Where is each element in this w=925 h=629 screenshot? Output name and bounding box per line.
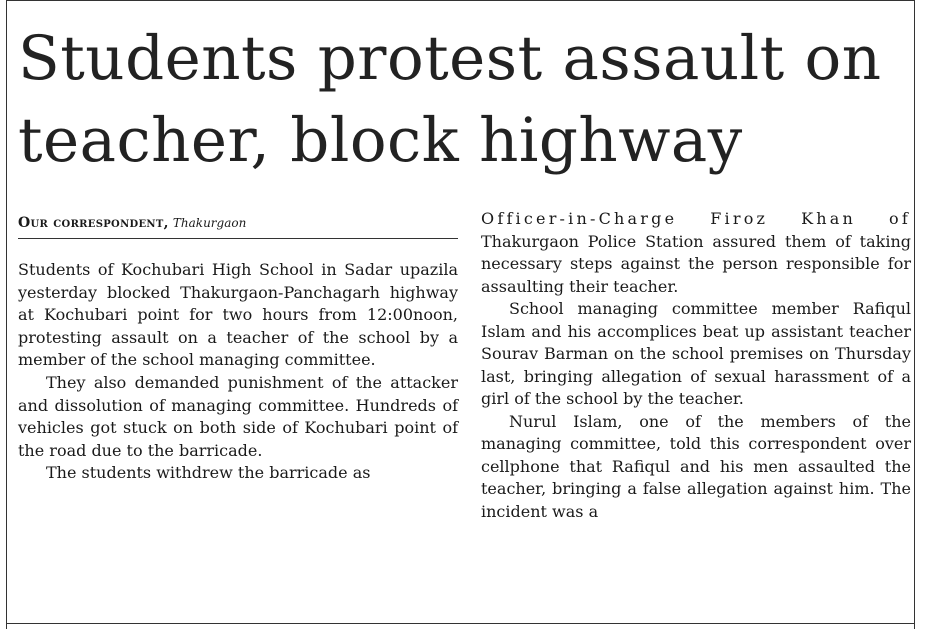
headline-line-1: Students protest assault on (18, 23, 882, 94)
left-paragraph-2: They also demanded punishment of the attacker and dissolution of managing committee. Hundreds of vehicles got stuck on both side of Kochubari point of the road due to the barricade. (18, 372, 458, 460)
left-column (18, 208, 458, 485)
headline-line-2: teacher, block highway (18, 105, 743, 176)
right-paragraph-3: Nurul Islam, one of the members of the managing committee, told this correspondent over cellphone that Rafiqul and his men assaulted the teacher, bringing a false allegation against him. The incident was a (481, 411, 911, 521)
byline-name: Our correspondent, (18, 215, 169, 231)
bottom-rule (6, 623, 915, 624)
headline (18, 18, 913, 182)
right-paragraph-2: School managing committee member Rafiqul Islam and his accomplices beat up assistant teacher Sourav Barman on the school premises on Thursday last, bringing allegation of sexual harassment of a girl of the school by the teacher. (481, 299, 911, 408)
byline-place: Thakurgaon (172, 216, 247, 230)
right-paragraph-1 (481, 208, 911, 298)
left-paragraph-3: The students withdrew the barricade as (46, 463, 371, 483)
right-paragraph-1-rest: Thakurgaon Police Station assured them of taking necessary steps against the person responsible for assaulting their teacher. (481, 231, 911, 296)
right-paragraph-1-first-line: Officer-in-Charge Firoz Khan of (481, 209, 911, 228)
right-column (481, 208, 911, 523)
left-paragraph-1: Students of Kochubari High School in Sadar upazila yesterday blocked Thakurgaon-Panchagarh highway at Kochubari point for two hours from 12:00noon, protesting assault on a teacher of the school by a member of the school managing committee. (18, 260, 458, 370)
byline (18, 208, 458, 239)
